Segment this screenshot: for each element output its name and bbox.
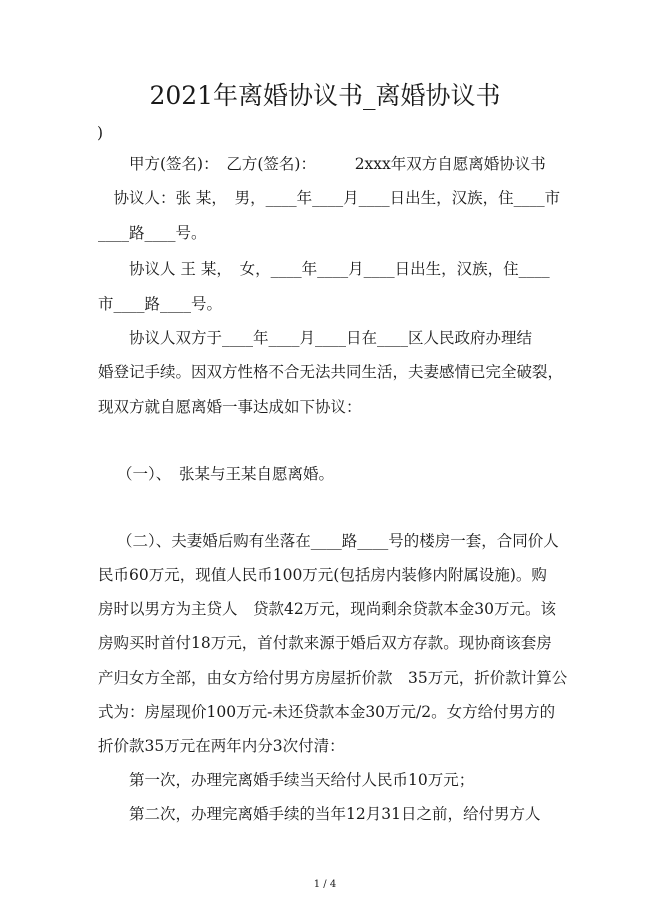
clause-two-line-1: （二）、夫妻婚后购有坐落在____路____号的楼房一套，合同价人	[117, 532, 559, 550]
marriage-registration-line-3: 现双方就自愿离婚一事达成如下协议：	[98, 398, 362, 416]
marriage-registration-line-1: 协议人双方于____年____月____日在____区人民政府办理结	[98, 329, 533, 347]
clause-two-line-4: 房购买时首付18万元，首付款来源于婚后双方存款。现协商该套房	[98, 634, 552, 652]
document-title: 2021年离婚协议书_离婚协议书	[149, 81, 501, 110]
page-number: 1 / 4	[313, 879, 337, 890]
clause-one-line: （一）、 张某与王某自愿离婚。	[117, 465, 335, 483]
party-a-info-line: 协议人：张 某， 男，____年____月____日出生，汉族，住____市	[98, 189, 561, 207]
party-b-info-line: 协议人 王 某， 女，____年____月____日出生，汉族，住____	[98, 260, 550, 278]
clause-two-line-2: 民币60万元，现值人民币100万元(包括房内装修内附属设施)。购	[98, 566, 547, 584]
stray-paren-line: )	[97, 124, 104, 142]
marriage-registration-line-2: 婚登记手续。因双方性格不合无法共同生活，夫妻感情已完全破裂，	[98, 363, 564, 381]
party-a-address-line: ____路____号。	[98, 224, 207, 242]
clause-two-line-6: 式为：房屋现价100万元-未还贷款本金30万元/2。女方给付男方的	[98, 703, 556, 721]
party-b-address-line: 市____路____号。	[98, 295, 223, 313]
second-payment-line: 第二次，办理完离婚手续的当年12月31日之前，给付男方人	[98, 805, 541, 823]
clause-two-line-3: 房时以男方为主贷人 贷款42万元，现尚剩余贷款本金30万元。该	[98, 600, 556, 618]
clause-two-line-7: 折价款35万元在两年内分3次付清：	[98, 737, 345, 755]
first-payment-line: 第一次，办理完离婚手续当天给付人民币10万元；	[98, 771, 475, 789]
clause-two-line-5: 产归女方全部，由女方给付男方房屋折价款 35万元，折价款计算公	[98, 669, 568, 687]
signatures-line: 甲方(签名)： 乙方(签名)： 2xxx年双方自愿离婚协议书	[98, 155, 546, 173]
